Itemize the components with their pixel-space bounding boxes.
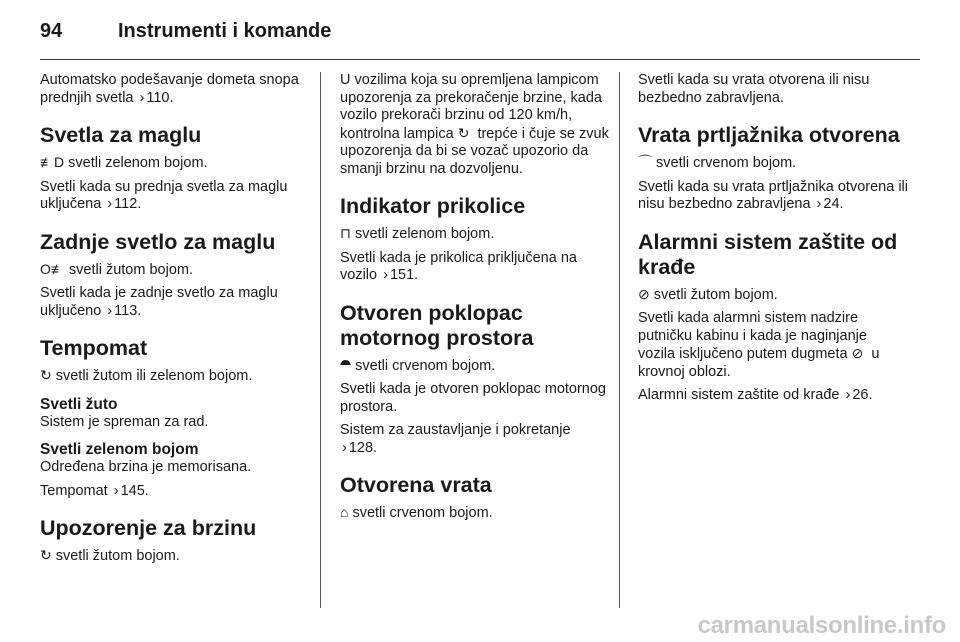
- cruise-yellow-text: Sistem je spreman za rad.: [40, 413, 209, 430]
- page-ref: 113.: [114, 302, 142, 319]
- page-ref-arrow-icon: ›: [383, 267, 388, 283]
- trailer-icon: ⊓: [340, 225, 351, 241]
- header-rule: [40, 59, 920, 60]
- door-desc: Svetli kada su vrata otvorena ili nisu bezbedno zabravljena.: [638, 72, 870, 106]
- fog-lights-desc: Svetli kada su prednja svetla za maglu uključena › 112.: [40, 178, 288, 212]
- alarm-desc: Svetli kada alarmni sistem nadzire putničku kabinu i kada je naginjanje vozila isključeno putem dugmeta ⊘ u krovnoj oblozi.: [638, 310, 880, 380]
- speed-warning-desc: U vozilima koja su opremljena lampicom upozorenja za prekoračenje brzine, kada vozilo prekorači brzinu od 120 km/h, kontrolna lampica ↻ trepće i čuje se zvuk upozorenja da bi se vozač upozorio da smanji brzinu na dozvoljenu.: [340, 72, 609, 177]
- page-ref: 145.: [120, 482, 149, 499]
- alarm-status: ⊘ svetli žutom bojom.: [638, 285, 778, 303]
- page-ref-arrow-icon: ›: [107, 196, 113, 212]
- front-fog-light-icon: ≢D: [40, 154, 65, 170]
- speed-warning-status: ↻ svetli žutom bojom.: [40, 547, 180, 564]
- bonnet-status: ⯊ svetli crvenom bojom.: [340, 356, 496, 374]
- rear-fog-light-icon: O≢: [40, 260, 65, 277]
- page-header: [40, 18, 920, 50]
- bonnet-open-icon: ⯊: [340, 356, 352, 373]
- page-ref-arrow-icon: ›: [342, 439, 347, 456]
- column-divider-1: [320, 72, 321, 608]
- cruise-green-heading: Svetli zelenom bojom: [40, 441, 199, 458]
- door-status: ⌂ svetli crvenom bojom.: [340, 504, 493, 521]
- page-number: 94: [40, 20, 63, 42]
- page-ref-arrow-icon: ›: [139, 89, 145, 106]
- anti-theft-alarm-icon: ⊘: [851, 345, 864, 361]
- column-divider-2: [619, 72, 620, 608]
- bonnet-heading: Otvoren poklopac motornog prostora: [340, 300, 534, 350]
- cruise-heading: Tempomat: [40, 336, 148, 360]
- intro-paragraph: Automatsko podešavanje dometa snopa prednjih svetla › 110.: [40, 72, 299, 106]
- bonnet-ss-ref: Sistem za zaustavljanje i pokretanje › 128.: [340, 422, 571, 456]
- door-heading: Otvorena vrata: [340, 473, 492, 497]
- page-ref-arrow-icon: ›: [107, 302, 113, 319]
- trailer-status: ⊓ svetli zelenom bojom.: [340, 225, 495, 242]
- anti-theft-alarm-icon: ⊘: [638, 285, 650, 302]
- trailer-desc: Svetli kada je prikolica priključena na vozilo › 151.: [340, 249, 577, 283]
- running-title: Instrumenti i komande: [118, 20, 332, 42]
- bonnet-desc: Svetli kada je otvoren poklopac motornog prostora.: [340, 381, 606, 415]
- tailgate-heading: Vrata prtljažnika otvorena: [638, 123, 900, 147]
- speed-warning-icon: ↻: [40, 547, 52, 563]
- speed-warning-icon: ↻: [457, 124, 470, 141]
- column-3: [638, 72, 908, 411]
- tailgate-open-icon: ⌒: [638, 154, 652, 170]
- cruise-green-text: Određena brzina je memorisana.: [40, 459, 252, 475]
- trailer-heading: Indikator prikolice: [340, 194, 526, 218]
- watermark: carmanualsonline.info: [697, 612, 946, 639]
- column-1: [40, 72, 310, 572]
- tailgate-status: ⌒ svetli crvenom bojom.: [638, 154, 797, 171]
- fog-lights-heading: Svetla za maglu: [40, 123, 202, 147]
- page-ref-arrow-icon: ›: [845, 387, 851, 403]
- alarm-ref: Alarmni sistem zaštite od krađe › 26.: [638, 387, 873, 403]
- cruise-ref: Tempomat › 145.: [40, 482, 149, 499]
- tailgate-desc: Svetli kada su vrata prtljažnika otvorena ili nisu bezbedno zabravljena › 24.: [638, 178, 908, 212]
- page-ref: 26.: [852, 387, 873, 403]
- page-ref: 110.: [146, 89, 174, 106]
- rear-fog-desc: Svetli kada je zadnje svetlo za maglu uključeno › 113.: [40, 285, 278, 319]
- column-2: [340, 72, 610, 529]
- cruise-control-icon: ↻: [40, 367, 52, 383]
- speed-warning-heading: Upozorenje za brzinu: [40, 516, 257, 540]
- page-ref: 112.: [114, 196, 142, 212]
- rear-fog-status: O≢ svetli žutom bojom.: [40, 260, 193, 278]
- alarm-heading: Alarmni sistem zaštite od krađe: [638, 229, 898, 279]
- rear-fog-heading: Zadnje svetlo za maglu: [40, 229, 276, 254]
- page-ref: 151.: [389, 267, 419, 283]
- page-ref-arrow-icon: ›: [113, 482, 119, 499]
- page-ref-arrow-icon: ›: [816, 196, 822, 212]
- door-open-icon: ⌂: [340, 504, 349, 520]
- page-ref: 24.: [823, 196, 844, 212]
- cruise-yellow-heading: Svetli žuto: [40, 395, 118, 413]
- fog-lights-status: ≢D svetli zelenom bojom.: [40, 154, 208, 171]
- cruise-status: ↻ svetli žutom ili zelenom bojom.: [40, 367, 253, 384]
- page-ref: 128.: [348, 439, 378, 456]
